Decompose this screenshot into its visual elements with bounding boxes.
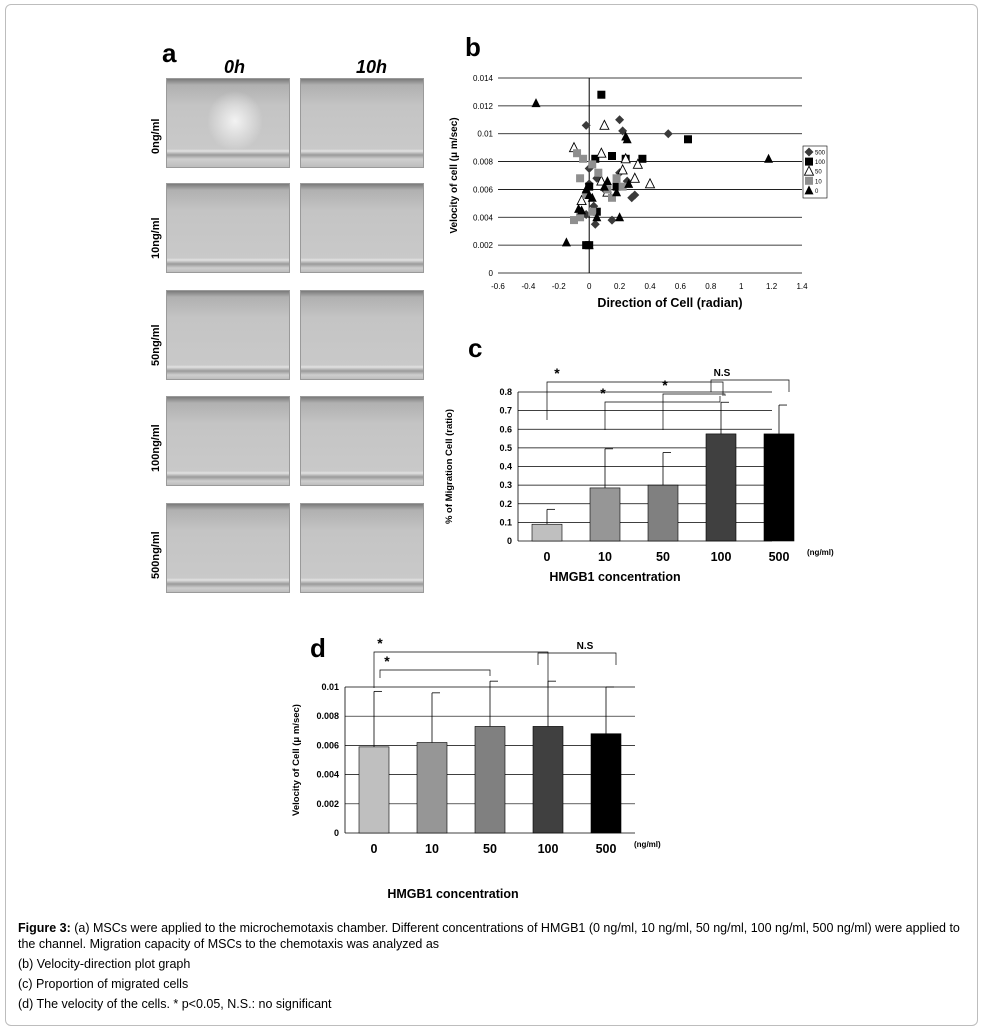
migration-ratio-bar-chart bbox=[430, 358, 834, 590]
d-ytick-1: 0.002 bbox=[316, 798, 339, 809]
caption-line-d: (d) The velocity of the cells. * p<0.05, N.S.: no significant bbox=[18, 997, 332, 1011]
d-bracket-label-1: * bbox=[384, 653, 390, 669]
legend-label-b-0: 500 bbox=[815, 150, 826, 157]
d-bar-10 bbox=[417, 742, 447, 833]
c-ytick-1: 0.1 bbox=[499, 517, 512, 528]
c-bar-0 bbox=[532, 524, 562, 541]
row-label-1: 10ng/ml bbox=[150, 217, 162, 259]
c-ytick-5: 0.5 bbox=[499, 442, 512, 453]
row-label-2: 50ng/ml bbox=[150, 324, 162, 366]
ytick-b-6: 0.012 bbox=[472, 101, 493, 111]
micrograph-0-1 bbox=[300, 78, 424, 168]
d-xtick-100: 100 bbox=[537, 842, 559, 856]
micrograph-3-1 bbox=[300, 396, 424, 486]
d-bracket-label-0: * bbox=[377, 635, 383, 651]
ytick-b-5: 0.01 bbox=[477, 129, 493, 139]
c-xtick-50: 50 bbox=[656, 550, 670, 564]
d-xtick-50: 50 bbox=[483, 842, 497, 856]
point-b-10-2 bbox=[588, 160, 596, 168]
col-header-10h: 10h bbox=[356, 57, 388, 77]
c-unit-note: (ng/ml) bbox=[807, 548, 834, 557]
c-bracket-label-1: * bbox=[600, 385, 606, 401]
row-label-4: 500ng/ml bbox=[150, 531, 162, 579]
d-bar-0 bbox=[359, 747, 389, 833]
legend-label-b-4: 0 bbox=[815, 188, 819, 195]
d-ytick-4: 0.008 bbox=[316, 711, 339, 722]
micrograph-2-1 bbox=[300, 290, 424, 380]
caption-text: (a) MSCs were applied to the microchemotaxis chamber. Different concentrations of HMGB1 (0 ng/ml, 10 ng/ml, 50 ng/ml, 100 ng/ml, 500 ng/ml) were applied to the channel. Migration capacity of MSCs to the chemotaxis was analyzed as bbox=[18, 921, 960, 951]
point-b-10-4 bbox=[594, 169, 602, 177]
xtick-b-0: -0.6 bbox=[491, 282, 505, 291]
c-ytick-8: 0.8 bbox=[499, 387, 512, 397]
point-b-50-4 bbox=[646, 179, 655, 188]
c-xtick-500: 500 bbox=[768, 550, 790, 564]
c-bracket-label-0: * bbox=[554, 365, 560, 381]
c-ytick-7: 0.7 bbox=[499, 405, 512, 416]
micrograph-3-0 bbox=[166, 396, 290, 486]
legend-label-b-1: 100 bbox=[815, 160, 826, 167]
d-xtick-0: 0 bbox=[370, 842, 378, 856]
caption-line-b: (b) Velocity-direction plot graph bbox=[18, 957, 191, 971]
point-b-10-8 bbox=[576, 213, 584, 221]
panel-c-letter: c bbox=[468, 333, 483, 363]
point-b-0-10 bbox=[764, 154, 773, 163]
legend-label-b-3: 10 bbox=[815, 179, 822, 186]
c-ytick-0: 0 bbox=[506, 536, 512, 546]
d-bracket-label-2: N.S bbox=[576, 641, 594, 652]
velocity-direction-scatter bbox=[440, 68, 840, 318]
point-b-10-6 bbox=[613, 174, 621, 182]
point-b-0-1 bbox=[562, 237, 571, 246]
legend-b bbox=[803, 146, 827, 198]
panel-b-letter: b bbox=[465, 32, 481, 62]
d-unit-note: (ng/ml) bbox=[634, 840, 661, 849]
c-ylabel: % of Migration Cell (ratio) bbox=[444, 408, 455, 525]
caption-label: Figure 3: bbox=[18, 921, 71, 935]
xtick-b-7: 0.8 bbox=[705, 282, 717, 291]
d-ytick-3: 0.006 bbox=[316, 740, 339, 751]
c-bar-100 bbox=[706, 434, 736, 541]
c-bracket-0 bbox=[547, 382, 723, 420]
d-xtick-10: 10 bbox=[425, 842, 439, 856]
c-xlabel: HMGB1 concentration bbox=[549, 570, 681, 584]
micrograph-2-0 bbox=[166, 290, 290, 380]
c-bar-50 bbox=[648, 485, 678, 541]
point-b-100-5 bbox=[684, 135, 692, 143]
point-b-0-0 bbox=[532, 98, 541, 107]
point-b-100-0 bbox=[597, 91, 605, 99]
c-ytick-3: 0.3 bbox=[499, 480, 512, 491]
ytick-b-2: 0.004 bbox=[472, 213, 493, 223]
xtick-b-6: 0.6 bbox=[674, 282, 686, 291]
xtick-b-3: 0 bbox=[586, 282, 592, 291]
point-b-0-7 bbox=[615, 212, 624, 221]
ylabel-b: Velocity of cell (μ m/sec) bbox=[449, 117, 460, 234]
point-b-500-8 bbox=[664, 129, 673, 138]
ytick-b-4: 0.008 bbox=[472, 157, 493, 167]
c-bar-500 bbox=[764, 434, 794, 541]
d-bar-500 bbox=[591, 734, 621, 833]
c-bar-10 bbox=[590, 488, 620, 541]
point-b-10-9 bbox=[588, 208, 596, 216]
legend-marker-b-1 bbox=[805, 158, 813, 166]
d-xtick-500: 500 bbox=[595, 842, 617, 856]
d-ytick-0: 0 bbox=[333, 828, 339, 838]
d-bracket-2 bbox=[538, 653, 616, 665]
micrograph-4-0 bbox=[166, 503, 290, 593]
c-xtick-100: 100 bbox=[710, 550, 732, 564]
point-b-50-2 bbox=[597, 148, 606, 157]
col-header-0h: 0h bbox=[224, 57, 246, 77]
xtick-b-4: 0.2 bbox=[614, 282, 626, 291]
panel-a-letter: a bbox=[162, 38, 177, 68]
cell-velocity-bar-chart bbox=[285, 630, 685, 905]
xtick-b-1: -0.4 bbox=[521, 282, 536, 291]
ytick-b-3: 0.006 bbox=[472, 185, 493, 195]
figure-caption bbox=[18, 920, 968, 1012]
legend-marker-b-3 bbox=[805, 177, 813, 185]
ytick-b-1: 0.002 bbox=[472, 241, 493, 251]
ytick-b-7: 0.014 bbox=[472, 74, 493, 83]
d-bracket-1 bbox=[380, 670, 490, 678]
micrograph-4-1 bbox=[300, 503, 424, 593]
xtick-b-9: 1.2 bbox=[766, 282, 778, 291]
panel-d-letter: d bbox=[310, 633, 326, 663]
point-b-100-2 bbox=[608, 152, 616, 160]
point-b-50-0 bbox=[600, 120, 609, 129]
c-xtick-10: 10 bbox=[598, 550, 612, 564]
micrograph-1-1 bbox=[300, 183, 424, 273]
d-xlabel: HMGB1 concentration bbox=[387, 887, 519, 901]
point-b-100-4 bbox=[638, 155, 646, 163]
point-b-10-3 bbox=[576, 174, 584, 182]
c-bracket-label-2: * bbox=[662, 377, 668, 393]
micrograph-0-0 bbox=[166, 78, 290, 168]
point-b-0-12 bbox=[603, 176, 612, 185]
series-b-0 bbox=[532, 98, 774, 249]
point-b-10-1 bbox=[579, 155, 587, 163]
c-ytick-4: 0.4 bbox=[499, 461, 512, 472]
xtick-b-8: 1 bbox=[738, 282, 744, 291]
xtick-b-5: 0.4 bbox=[644, 282, 656, 291]
d-bar-50 bbox=[475, 726, 505, 833]
d-bar-100 bbox=[533, 726, 563, 833]
xtick-b-10: 1.4 bbox=[796, 282, 808, 291]
d-ytick-5: 0.01 bbox=[321, 682, 339, 692]
c-ytick-2: 0.2 bbox=[499, 498, 512, 509]
row-label-3: 100ng/ml bbox=[150, 424, 162, 472]
d-ylabel: Velocity of Cell (μ m/sec) bbox=[291, 704, 302, 816]
d-ytick-2: 0.004 bbox=[316, 769, 339, 780]
c-xtick-0: 0 bbox=[543, 550, 551, 564]
xlabel-b: Direction of Cell (radian) bbox=[597, 296, 743, 310]
caption-line-c: (c) Proportion of migrated cells bbox=[18, 977, 189, 991]
c-bracket-1 bbox=[605, 396, 720, 430]
c-ytick-6: 0.6 bbox=[499, 424, 512, 435]
point-b-500-4 bbox=[615, 115, 624, 124]
point-b-50-6 bbox=[630, 173, 639, 182]
xtick-b-2: -0.2 bbox=[551, 282, 566, 291]
micrograph-1-0 bbox=[166, 183, 290, 273]
legend-label-b-2: 50 bbox=[815, 169, 822, 176]
c-bracket-2 bbox=[663, 394, 725, 430]
c-bracket-label-3: N.S bbox=[713, 368, 731, 379]
row-label-0: 0ng/ml bbox=[150, 118, 162, 154]
ytick-b-0: 0 bbox=[488, 269, 493, 278]
